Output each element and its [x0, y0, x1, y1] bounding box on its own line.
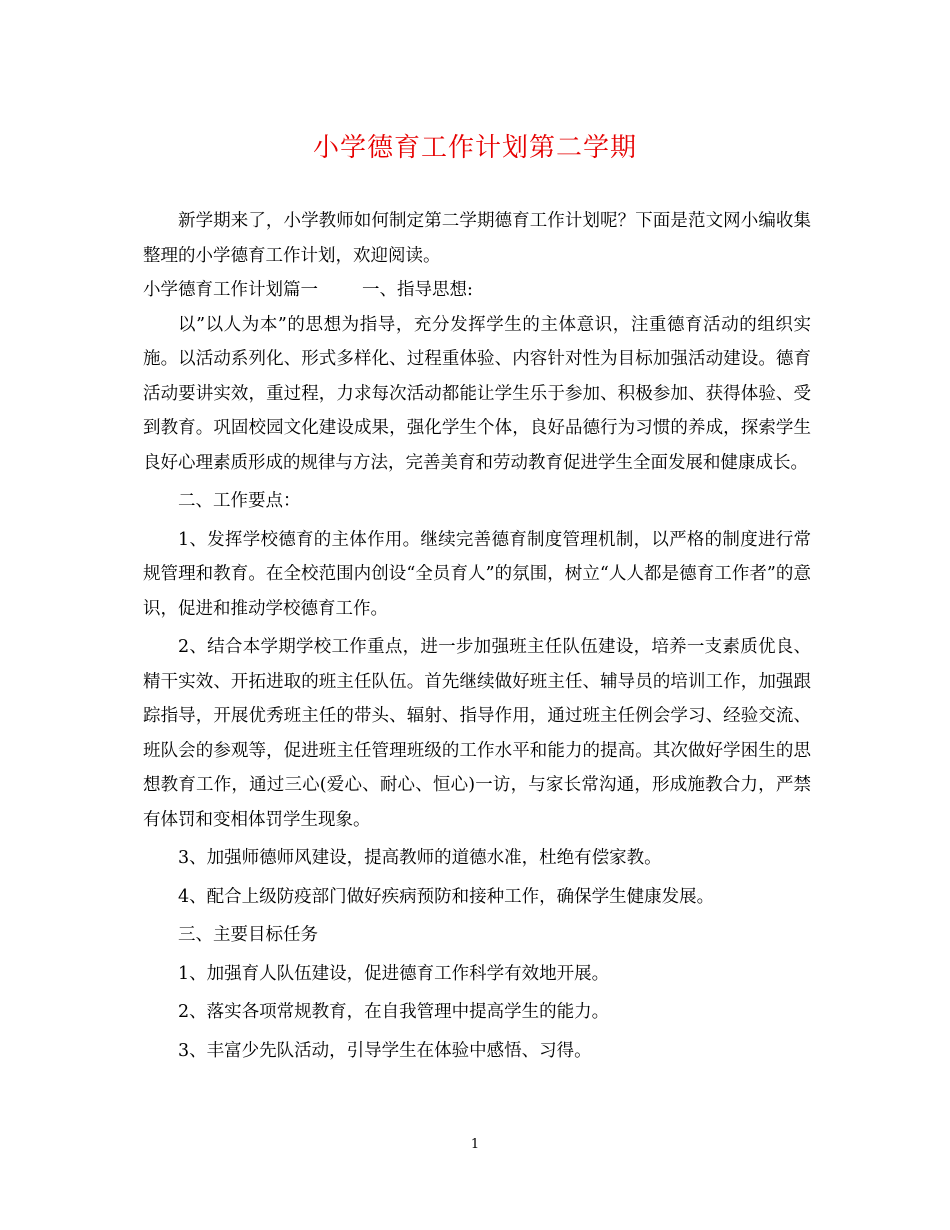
- section-heading-guiding: 一、指导思想:: [362, 280, 473, 300]
- work-point-1: 1、发挥学校德育的主体作用。继续完善德育制度管理机制，以严格的制度进行常规管理和教育。在全校范围内创设“全员育人”的氛围，树立“人人都是德育工作者”的意识，促进和推动学校德育工作。: [143, 529, 811, 619]
- heading-work-points: 二、工作要点：: [178, 491, 301, 511]
- task-3: 3、丰富少先队活动，引导学生在体验中感悟、习得。: [178, 1040, 592, 1061]
- section-line: [143, 273, 811, 308]
- page-number: 1: [470, 1137, 480, 1152]
- work-point-2: 2、结合本学期学校工作重点，进一步加强班主任队伍建设，培养一支素质优良、精干实效、开拓进取的班主任队伍。首先继续做好班主任、辅导员的培训工作，加强跟踪指导，开展优秀班主任的带头、辐射、指导作用，通过班主任例会学习、经验交流、班队会的参观等，促进班主任管理班级的工作水平和能力的提高。其次做好学困生的思想教育工作，通过三心(爱心、耐心、恒心)一访，与家长常沟通，形成施教合力，严禁有体罚和变相体罚学生现象。: [143, 637, 811, 830]
- guiding-paragraph: 以”以人为本”的思想为指导，充分发挥学生的主体意识，注重德育活动的组织实施。以活动系列化、形式多样化、过程重体验、内容针对性为目标加强活动建设。德育活动要讲实效，重过程，力求每次活动都能让学生乐于参加、积极参加、获得体验、受到教育。巩固校园文化建设成果，强化学生个体，良好品德行为习惯的养成，探索学生良好心理素质形成的规律与方法，完善美育和劳动教育促进学生全面发展和健康成长。: [143, 314, 811, 473]
- work-point-4: 4、配合上级防疫部门做好疾病预防和接种工作，确保学生健康发展。: [178, 886, 715, 907]
- document-title: 小学德育工作计划第二学期: [312, 133, 637, 163]
- task-1: 1、加强育人队伍建设，促进德育工作科学有效地开展。: [178, 963, 610, 984]
- task-2: 2、落实各项常规教育，在自我管理中提高学生的能力。: [178, 1002, 610, 1022]
- heading-main-tasks: 三、主要目标任务: [178, 925, 318, 945]
- document-body: [143, 204, 811, 1068]
- work-point-3: 3、加强师德师风建设，提高教师的道德水准，杜绝有偿家教。: [178, 848, 662, 868]
- intro-paragraph: 新学期来了，小学教师如何制定第二学期德育工作计划呢？下面是范文网小编收集整理的小学德育工作计划，欢迎阅读。: [143, 211, 811, 266]
- section-label: 小学德育工作计划篇一: [143, 280, 318, 300]
